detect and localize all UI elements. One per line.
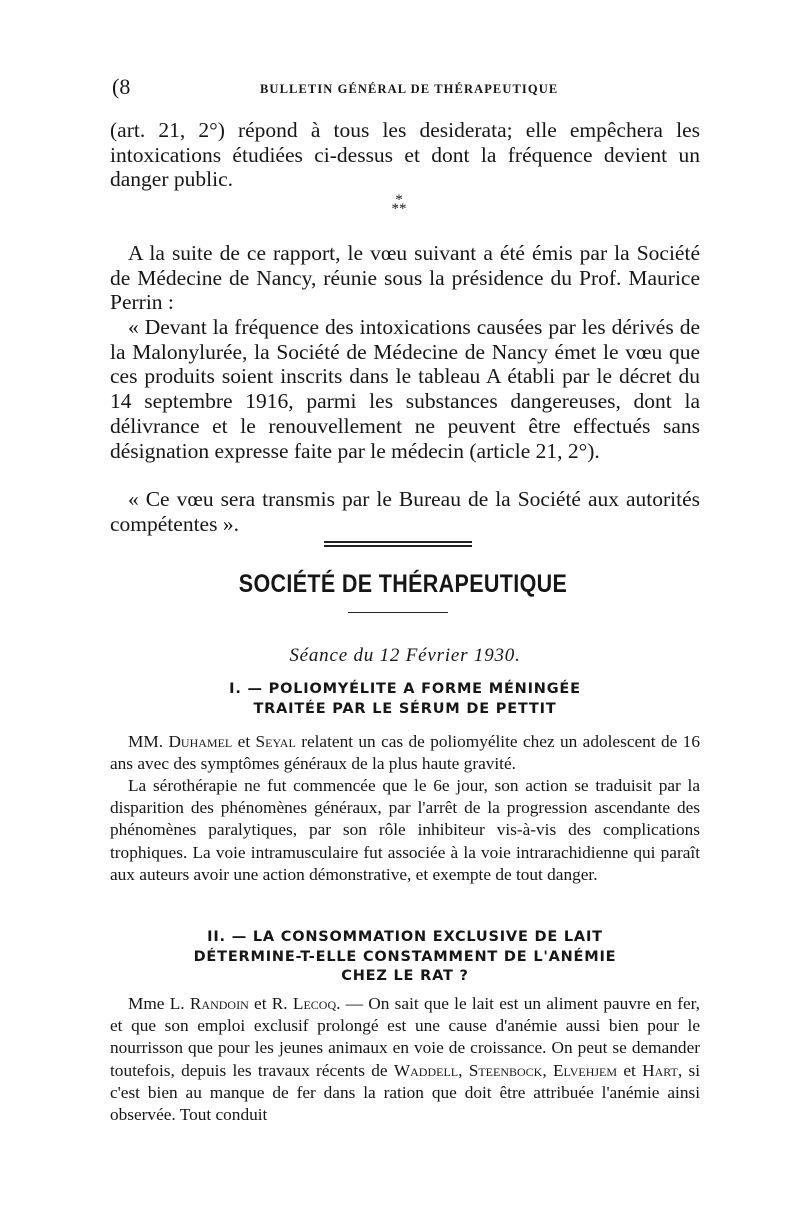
section-double-rule: [324, 541, 472, 547]
author-name: Lecoq: [292, 994, 337, 1013]
article-1-title-line-2: TRAITÉE PAR LE SÉRUM DE PETTIT: [253, 700, 557, 717]
author-name: Seyal: [255, 732, 296, 751]
article-2-title: [110, 928, 700, 987]
asterism-separator: [379, 192, 419, 217]
author-name: Duhamel: [168, 732, 233, 751]
cited-connector: et: [623, 1060, 636, 1080]
article-2-title-line-3: CHEZ LE RAT ?: [341, 968, 469, 984]
article-2-paragraph-1: Mme L. Randoin et R. Lecoq. — On sait que le lait est un aliment pauvre en fer, et que son emploi exclusif prolongé est une cause d'anémie aussi bien pour le nourrisson que pour les jeunes animaux en voie de croissance. On peut se demander toutefois, depuis les travaux récents de Waddell, Steenbock, Elvehjem et Hart, si c'est bien au manque de fer dans la ration que doit être attribuée l'anémie ainsi observée. Tout conduit: [110, 994, 701, 1125]
article-1-text-1: relatent un cas de poliomyélite chez un adolescent de 16 ans avec des symptômes généraux de la plus haute gravité.: [110, 732, 700, 774]
session-date: Séance du 12 Février 1930.: [289, 645, 521, 666]
section-rule: [348, 612, 448, 613]
cited-author: Steenbock: [468, 1060, 543, 1080]
article-2-text-1: . — On sait que le lait est un aliment pauvre en fer, et que son emploi exclusif prolongé est une cause d'anémie aussi bien pour le nourrisson que pour les jeunes animaux en voie de croissance. On peut se demander toutefois, depuis les travaux récents de: [110, 994, 701, 1080]
page-header: [112, 74, 694, 104]
resolution-intro: A la suite de ce rapport, le vœu suivant a été émis par la Société de Médecine de Nancy, réunie sous la présidence du Prof. Maurice Perrin :: [110, 241, 700, 315]
author-connector: et R.: [254, 994, 288, 1013]
article-2-title-line-1: II. — LA CONSOMMATION EXCLUSIVE DE LAIT: [207, 929, 603, 945]
authors-prefix: Mme L.: [128, 994, 185, 1013]
resolution-quote-1: « Devant la fréquence des intoxications causées par les dérivés de la Malonylurée, la Société de Médecine de Nancy émet le vœu que ces produits soient inscrits dans le tableau A établi par le décret du 14 septembre 1916, parmi les substances dangereuses, dont la délivrance et le renouvellement ne peuvent être effectués sans désignation expresse faite par le médecin (article 21, 2°).: [110, 315, 700, 463]
author-connector: et: [237, 732, 251, 751]
cited-author: Hart: [642, 1060, 678, 1080]
intro-paragraph: (art. 21, 2°) répond à tous les desiderata; elle empêchera les intoxications étudiées ci-dessus et dont la fréquence devient un danger public.: [110, 118, 700, 192]
authors-prefix: MM.: [128, 732, 164, 751]
article-1-paragraph-1: [110, 731, 700, 775]
article-2-title-line-2: DÉTERMINE-T-ELLE CONSTAMMENT DE L'ANÉMIE: [193, 948, 617, 965]
resolution-quote-2: « Ce vœu sera transmis par le Bureau de la Société aux autorités compétentes ».: [110, 487, 700, 536]
cited-author: Waddell: [393, 1060, 459, 1080]
article-2-text-2: , si c'est bien au manque de fer dans la ration que doit être attribuée l'anémie ainsi observée. Tout conduit: [110, 1060, 700, 1125]
article-1-title-line-1: I. — POLIOMYÉLITE A FORME MÉNINGÉE: [229, 681, 581, 697]
author-name: Randoin: [189, 994, 249, 1013]
asterism-text: * **: [391, 192, 407, 217]
cited-author: Elvehjem: [552, 1060, 618, 1080]
page-number: (8: [112, 74, 131, 99]
article-1-title: [110, 680, 700, 719]
article-1-paragraph-2: La sérothérapie ne fut commencée que le 6e jour, son action se traduisit par la disparition des phénomènes généraux, par l'arrêt de la progression ascendante des phénomènes paralytiques, par son rôle inhibiteur vis-à-vis des complications trophiques. La voie intramusculaire fut associée à la voie intrarachidienne qui paraît aux auteurs avoir une action démonstrative, et exempte de tout danger.: [110, 776, 700, 884]
section-title: SOCIÉTÉ DE THÉRAPEUTIQUE: [238, 570, 568, 598]
running-head: BULLETIN GÉNÉRAL DE THÉRAPEUTIQUE: [260, 82, 559, 96]
